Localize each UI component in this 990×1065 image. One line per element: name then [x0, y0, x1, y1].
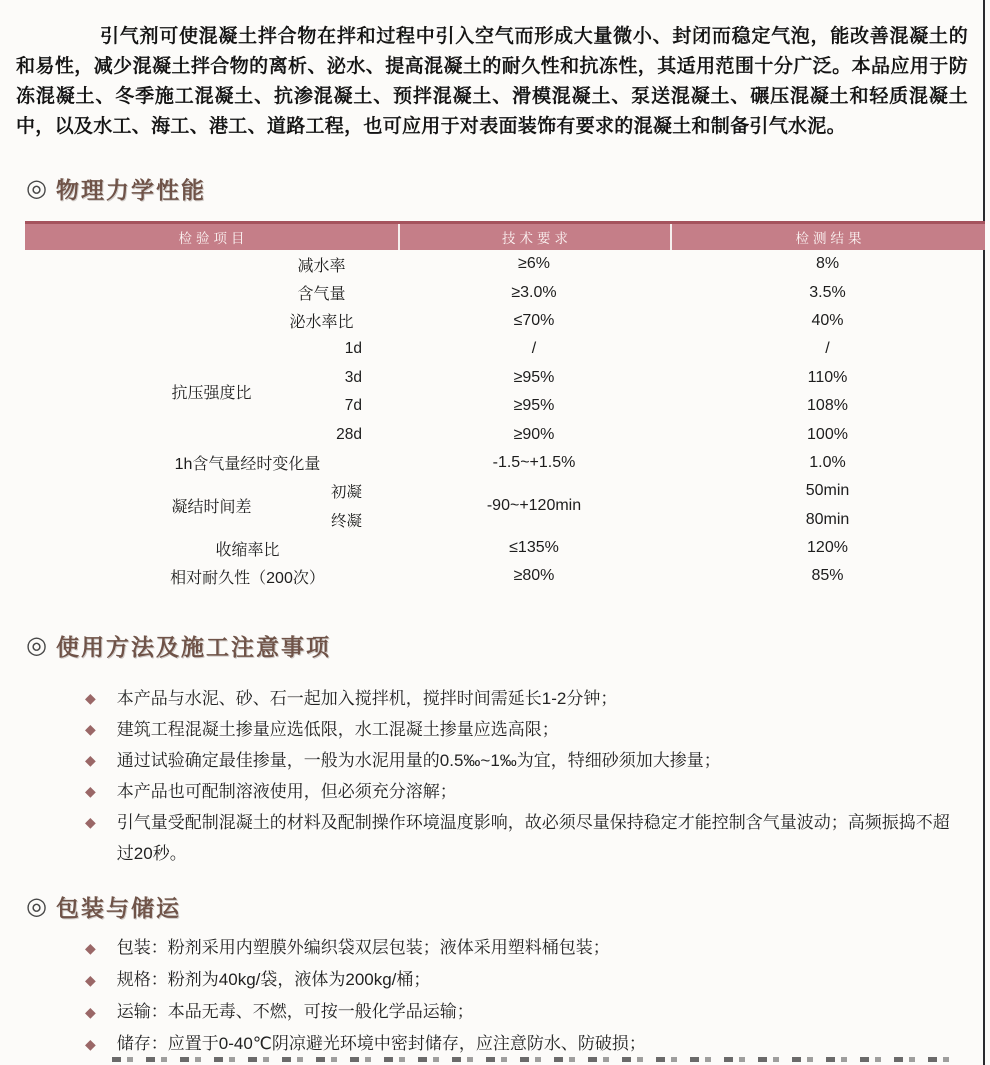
sub-row-label: 终凝: [330, 512, 362, 530]
list-item: [85, 745, 950, 776]
diamond-bullet-icon: ◆: [85, 1004, 96, 1020]
result-value: 1.0%: [809, 453, 846, 471]
usage-bullet-list: [85, 683, 950, 869]
list-item-text: 通过试验确定最佳掺量，一般为水泥用量的0.5‰~1‰为宜，特细砂须加大掺量；: [116, 751, 721, 770]
diamond-bullet-icon: ◆: [85, 752, 96, 768]
group-label-compressive-strength: 抗压强度比: [171, 385, 252, 403]
list-item-text: 规格：粉剂为40kg/袋，液体为200kg/桶；: [116, 970, 431, 989]
list-item-text: 运输：本品无毒、不燃，可按一般化学品运输；: [116, 1002, 474, 1021]
list-item: [85, 714, 950, 745]
column-header-item: 检验项目: [178, 231, 249, 246]
row-label: 泌水率比: [289, 314, 354, 332]
requirement-value: ≥3.0%: [511, 283, 557, 301]
diamond-bullet-icon: ◆: [85, 721, 96, 737]
result-value: /: [825, 340, 830, 358]
result-value: 3.5%: [809, 283, 846, 301]
list-item-text: 本产品与水泥、砂、石一起加入搅拌机，搅拌时间需延长1-2分钟；: [116, 689, 618, 708]
result-value: 85%: [811, 567, 844, 585]
list-item-text: 包装：粉剂采用内塑膜外编织袋双层包装；液体采用塑料桶包装；: [116, 938, 610, 957]
list-item: [85, 776, 950, 807]
section-bullet-icon: ◎: [26, 892, 47, 920]
requirement-value: -90~+120min: [486, 496, 582, 514]
section-heading-physical: [26, 172, 206, 205]
properties-table: [25, 221, 985, 591]
result-value: 50min: [805, 482, 850, 500]
section-title: 使用方法及施工注意事项: [55, 634, 331, 660]
requirement-value: ≥95%: [513, 368, 555, 386]
diamond-bullet-icon: ◆: [85, 940, 96, 956]
sub-row-label: 初凝: [330, 484, 362, 502]
section-title: 物理力学性能: [55, 177, 206, 203]
group-label-setting-time: 凝结时间差: [171, 499, 252, 517]
list-item: [85, 1028, 950, 1060]
row-label: 减水率: [297, 257, 346, 275]
diamond-bullet-icon: ◆: [85, 690, 96, 706]
result-value: 80min: [805, 510, 850, 528]
row-label: 1h含气量经时变化量: [174, 456, 321, 474]
requirement-value: /: [531, 340, 537, 358]
packaging-bullet-list: [85, 932, 950, 1060]
properties-table-body: [25, 250, 985, 591]
list-item: [85, 683, 950, 714]
intro-paragraph: 引气剂可使混凝土拌合物在拌和过程中引入空气而形成大量微小、封闭而稳定气泡，能改善混凝土的和易性，减少混凝土拌合物的离析、泌水、提高混凝土的耐久性和抗冻性，其适用范围十分广泛。本品应用于防冻混凝土、冬季施工混凝土、抗渗混凝土、预拌混凝土、滑模混凝土、泵送混凝土、碾压混凝土和轻质混凝土中，以及水工、海工、港工、道路工程，也可应用于对表面装饰有要求的混凝土和制备引气水泥。: [16, 26, 968, 137]
requirement-value: ≤135%: [509, 539, 559, 557]
requirement-value: ≤70%: [513, 311, 555, 329]
section-title: 包装与储运: [55, 895, 181, 921]
result-value: 108%: [807, 397, 848, 415]
column-header-requirement: 技术要求: [398, 224, 670, 250]
diamond-bullet-icon: ◆: [85, 1036, 96, 1052]
row-label: 相对耐久性（200次）: [170, 569, 325, 587]
list-item: [85, 932, 950, 964]
result-value: 8%: [815, 255, 840, 273]
list-item: [85, 807, 950, 869]
list-item-text: 储存：应置于0-40℃阴凉避光环境中密封储存，应注意防水、防破损；: [116, 1034, 646, 1053]
diamond-bullet-icon: ◆: [85, 814, 96, 830]
section-heading-packaging: [26, 890, 181, 923]
sub-row-label: 1d: [344, 340, 362, 358]
column-header-result: 检测结果: [670, 224, 985, 250]
row-label: 收缩率比: [215, 541, 280, 559]
list-item: [85, 996, 950, 1028]
diamond-bullet-icon: ◆: [85, 783, 96, 799]
requirement-value: ≥90%: [513, 425, 555, 443]
list-item-text: 引气量受配制混凝土的材料及配制操作环境温度影响，故必须尽量保持稳定才能控制含气量波动；高频振捣不超过20秒。: [116, 813, 950, 863]
clipped-bottom-text-line: [112, 1057, 954, 1062]
requirement-value: ≥80%: [513, 567, 555, 585]
section-bullet-icon: ◎: [26, 174, 47, 202]
section-heading-usage: [26, 629, 331, 662]
requirement-value: ≥6%: [518, 255, 550, 273]
row-label: 含气量: [297, 286, 346, 304]
list-item-text: 建筑工程混凝土掺量应选低限，水工混凝土掺量应选高限；: [116, 720, 559, 739]
diamond-bullet-icon: ◆: [85, 972, 96, 988]
result-value: 120%: [807, 539, 848, 557]
result-value: 110%: [807, 368, 848, 386]
sub-row-label: 3d: [344, 368, 362, 386]
list-item-text: 本产品也可配制溶液使用，但必须充分溶解；: [116, 782, 457, 801]
requirement-value: -1.5~+1.5%: [492, 453, 576, 471]
result-value: 100%: [807, 425, 848, 443]
list-item: [85, 964, 950, 996]
sub-row-label: 28d: [336, 425, 362, 443]
section-bullet-icon: ◎: [26, 631, 47, 659]
sub-row-label: 7d: [344, 397, 362, 415]
requirement-value: ≥95%: [513, 397, 555, 415]
properties-table-header: [25, 221, 985, 250]
result-value: 40%: [811, 311, 844, 329]
